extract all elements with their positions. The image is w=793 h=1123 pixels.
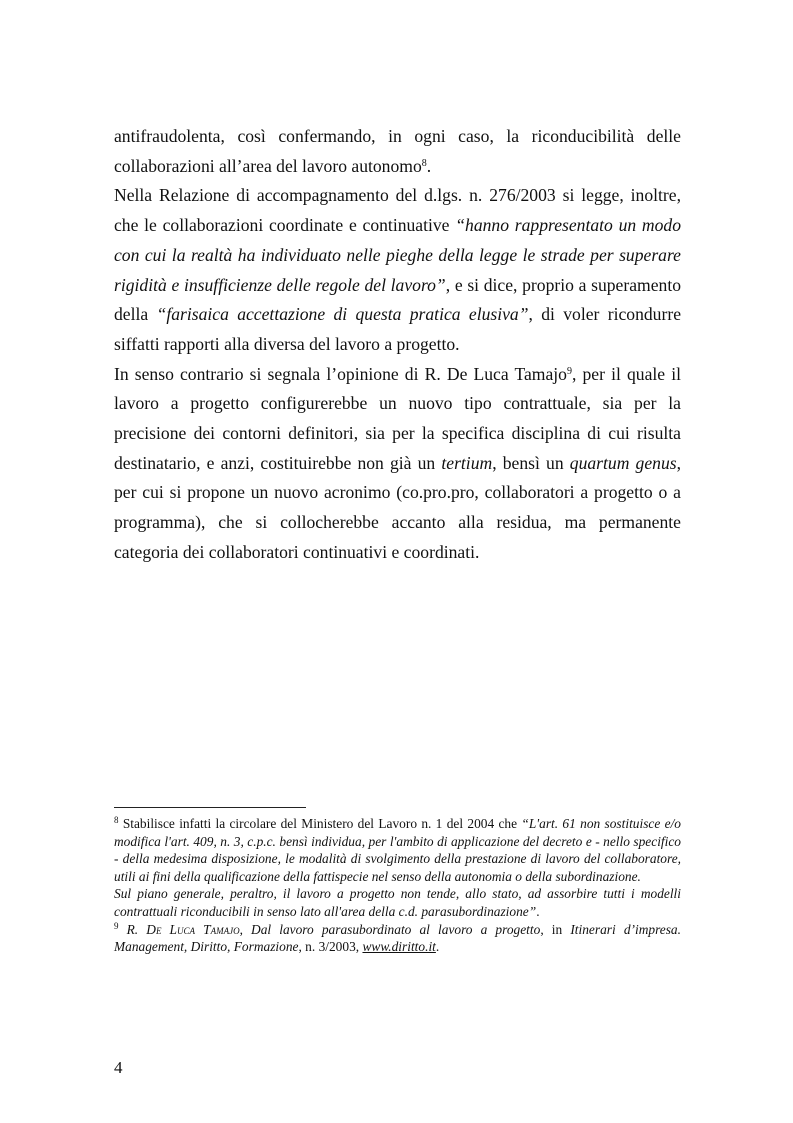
- footnote-9-author: R. De Luca Tamajo: [126, 921, 240, 937]
- footnote-8-quote: “L'art. 61 non sostituisce e/o modifica l'art. 409, n. 3, c.p.c. bensì individua, per l'ambito di applicazione del decreto e - nello specifico - della medesima disposizione, le modalità di svolgimento della prestazione di lavoro del collaboratore, utili ai fini della qualificazione della fattispecie nel senso della autonomia o della subordinazione.: [114, 816, 681, 884]
- quote-relazione: “hanno rappresentato un modo con cui la realtà ha individuato nelle pieghe della legge le strade per superare rigidità e insufficienze delle regole del lavoro”: [114, 215, 682, 295]
- footnote-9: $^9$ R. De Luca Tamajo, Dal lavoro parasubordinato al lavoro a progetto, in Itinerari d’impresa. Management, Diritto, Formazione, n. 3/2003, www.diritto.it.: [114, 920, 681, 955]
- footnote-number: 8: [114, 815, 119, 825]
- footnote-separator: [114, 807, 306, 808]
- term-quartum-genus: quartum genus: [569, 452, 677, 473]
- footnotes: [114, 815, 681, 956]
- footnote-9-title: Dal lavoro parasubordinato al lavoro a progetto: [251, 921, 541, 937]
- footnote-ref-8[interactable]: 8: [421, 157, 427, 169]
- diritto-link[interactable]: www.diritto.it: [362, 939, 436, 955]
- main-text: [114, 122, 681, 568]
- footnote-8-continued: Sul piano generale, peraltro, il lavoro a progetto non tende, allo stato, ad assorbire tutti i modelli contrattuali riconducibili in senso lato all'area della c.d. parasubordinazione”.: [114, 886, 681, 919]
- footnote-8-quote-continued: Sul piano generale, peraltro, il lavoro a progetto non tende, allo stato, ad assorbire tutti i modelli contrattuali riconducibili in senso lato all'area della c.d. parasubordinazione”: [114, 886, 681, 919]
- term-tertium: tertium: [441, 452, 493, 473]
- footnote-number: 9: [114, 920, 119, 931]
- quote-farisaica: “farisaica accettazione di questa pratica elusiva”: [156, 304, 529, 325]
- paragraph-2: Nella Relazione di accompagnamento del d.lgs. n. 276/2003 si legge, inoltre, che le collaborazioni coordinate e continuative “hanno rappresentato un modo con cui la realtà ha individuato nelle pieghe della legge le strade per superare rigidità e insufficienze delle regole del lavoro”, e si dice, proprio a superamento della “farisaica accettazione di questa pratica elusiva”, di voler ricondurre siffatti rapporti alla diversa del lavoro a progetto.: [114, 185, 682, 354]
- footnote-9-journal: Itinerari d’impresa. Management, Diritto, Formazione: [114, 921, 681, 955]
- footnote-8: $^8$ Stabilisce infatti la circolare del Ministero del Lavoro n. 1 del 2004 che “L'art. 61 non sostituisce e/o modifica l'art. 409, n. 3, c.p.c. bensì individua, per l'ambito di applicazione del decreto e - nello specifico - della medesima disposizione, le modalità di svolgimento della prestazione di lavoro del collaboratore, utili ai fini della qualificazione della fattispecie nel senso della autonomia o della subordinazione.: [114, 815, 681, 884]
- paragraph-3: In senso contrario si segnala l’opinione di R. De Luca Tamajo$^9$, per il quale il lavoro a progetto configurerebbe un nuovo tipo contrattuale, sia per la precisione dei contorni definitori, sia per la specifica disciplina di cui risulta destinatario, e anzi, costituirebbe non già un tertium, bensì un quartum genus, per cui si propone un nuovo acronimo (co.pro.pro, collaboratori a progetto o a programma), che si collocherebbe accanto alla residua, ma permanente categoria dei collaboratori continuativi e coordinati.: [114, 363, 682, 562]
- page-number: 4: [114, 1058, 123, 1077]
- footnote-ref-9[interactable]: 9: [566, 365, 572, 377]
- paragraph-1: antifraudolenta, così confermando, in ogni caso, la riconducibilità delle collaborazioni all’area del lavoro autonomo$^8$.: [114, 126, 681, 176]
